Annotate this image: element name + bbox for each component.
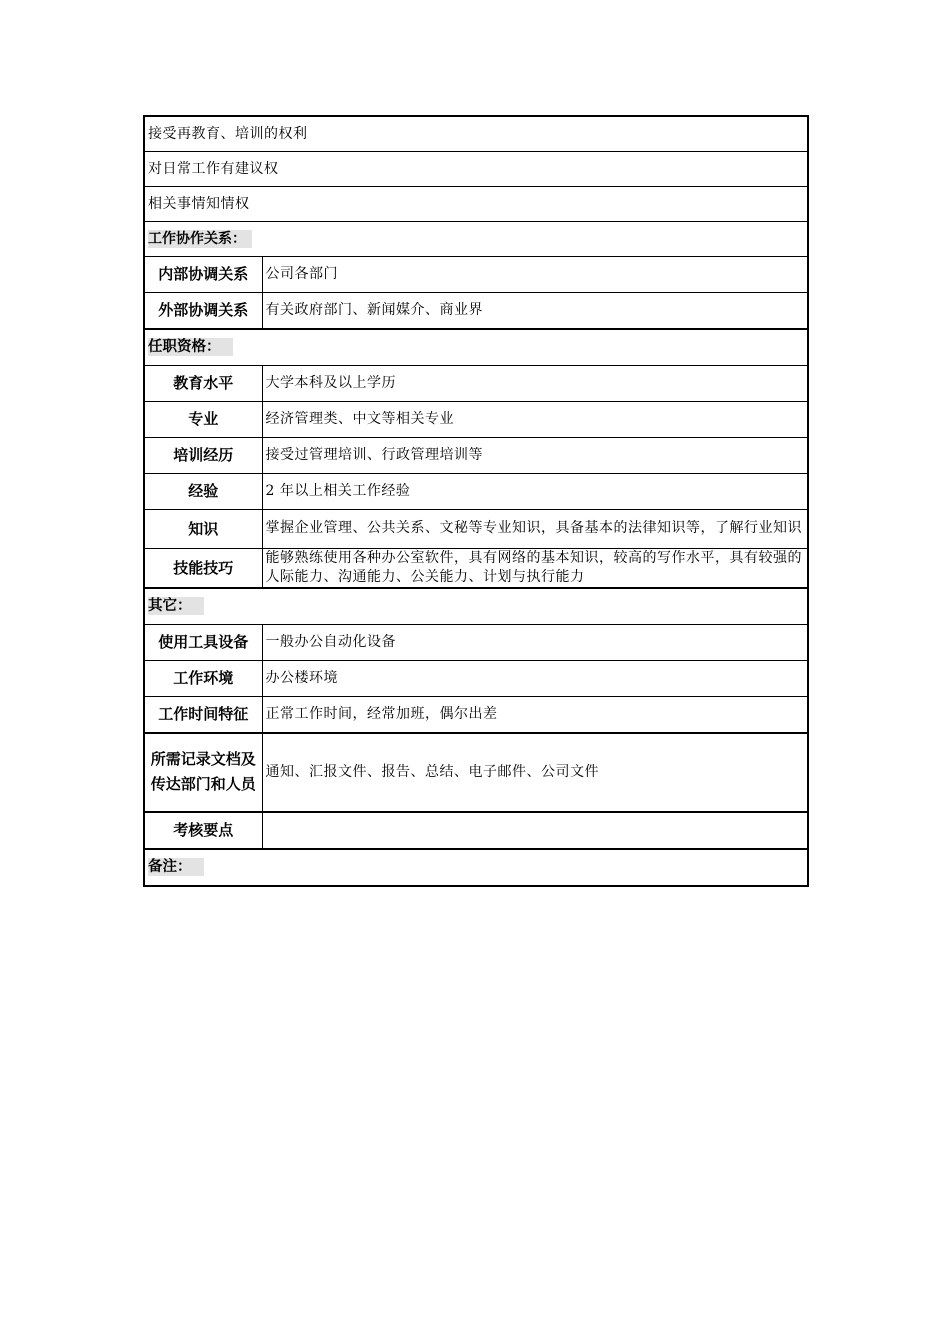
section-header <box>144 588 808 625</box>
other-row <box>144 624 808 660</box>
section-header <box>144 221 808 256</box>
field-value <box>262 812 808 849</box>
field-value: 办公楼环境 <box>262 660 808 696</box>
other-title: 其它： <box>148 597 204 615</box>
qualification-row <box>144 509 808 548</box>
other-row <box>144 733 808 812</box>
rights-row <box>144 151 808 186</box>
rights-row <box>144 116 808 151</box>
qualification-row <box>144 365 808 401</box>
qualification-row <box>144 473 808 509</box>
field-label: 培训经历 <box>144 437 262 473</box>
qualifications-header-row <box>144 329 808 366</box>
section-header <box>144 849 808 886</box>
cooperation-title: 工作协作关系： <box>148 230 252 248</box>
right-item: 接受再教育、培训的权利 <box>144 116 808 151</box>
other-row <box>144 696 808 733</box>
field-value: 通知、汇报文件、报告、总结、电子邮件、公司文件 <box>262 733 808 812</box>
field-value: 有关政府部门、新闻媒介、商业界 <box>262 292 808 329</box>
field-value: 2 年以上相关工作经验 <box>262 473 808 509</box>
qualification-row <box>144 437 808 473</box>
qualification-row <box>144 548 808 588</box>
notes-header-row <box>144 849 808 886</box>
cooperation-row <box>144 256 808 292</box>
field-label: 工作时间特征 <box>144 696 262 733</box>
field-value: 经济管理类、中文等相关专业 <box>262 401 808 437</box>
field-label: 所需记录文档及传达部门和人员 <box>144 733 262 812</box>
field-value: 接受过管理培训、行政管理培训等 <box>262 437 808 473</box>
qualifications-title: 任职资格： <box>148 338 233 356</box>
field-value: 公司各部门 <box>262 256 808 292</box>
field-label: 工作环境 <box>144 660 262 696</box>
rights-row <box>144 186 808 221</box>
field-value: 正常工作时间，经常加班，偶尔出差 <box>262 696 808 733</box>
cooperation-row <box>144 292 808 329</box>
cooperation-header-row <box>144 221 808 256</box>
field-label: 使用工具设备 <box>144 624 262 660</box>
section-header <box>144 329 808 366</box>
field-label: 外部协调关系 <box>144 292 262 329</box>
field-label: 知识 <box>144 509 262 548</box>
field-value: 掌握企业管理、公共关系、文秘等专业知识，具备基本的法律知识等，了解行业知识 <box>262 509 808 548</box>
right-item: 相关事情知情权 <box>144 186 808 221</box>
right-item: 对日常工作有建议权 <box>144 151 808 186</box>
qualification-row <box>144 401 808 437</box>
other-row <box>144 660 808 696</box>
other-header-row <box>144 588 808 625</box>
field-value: 大学本科及以上学历 <box>262 365 808 401</box>
field-label: 专业 <box>144 401 262 437</box>
field-label: 考核要点 <box>144 812 262 849</box>
field-value: 一般办公自动化设备 <box>262 624 808 660</box>
field-label: 内部协调关系 <box>144 256 262 292</box>
job-description-table <box>143 115 809 887</box>
field-label: 技能技巧 <box>144 548 262 588</box>
field-value: 能够熟练使用各种办公室软件，具有网络的基本知识，较高的写作水平，具有较强的人际能力、沟通能力、公关能力、计划与执行能力 <box>262 548 808 588</box>
field-label: 经验 <box>144 473 262 509</box>
other-row <box>144 812 808 849</box>
field-label: 教育水平 <box>144 365 262 401</box>
job-description-document <box>143 115 807 887</box>
notes-title: 备注： <box>148 858 204 876</box>
